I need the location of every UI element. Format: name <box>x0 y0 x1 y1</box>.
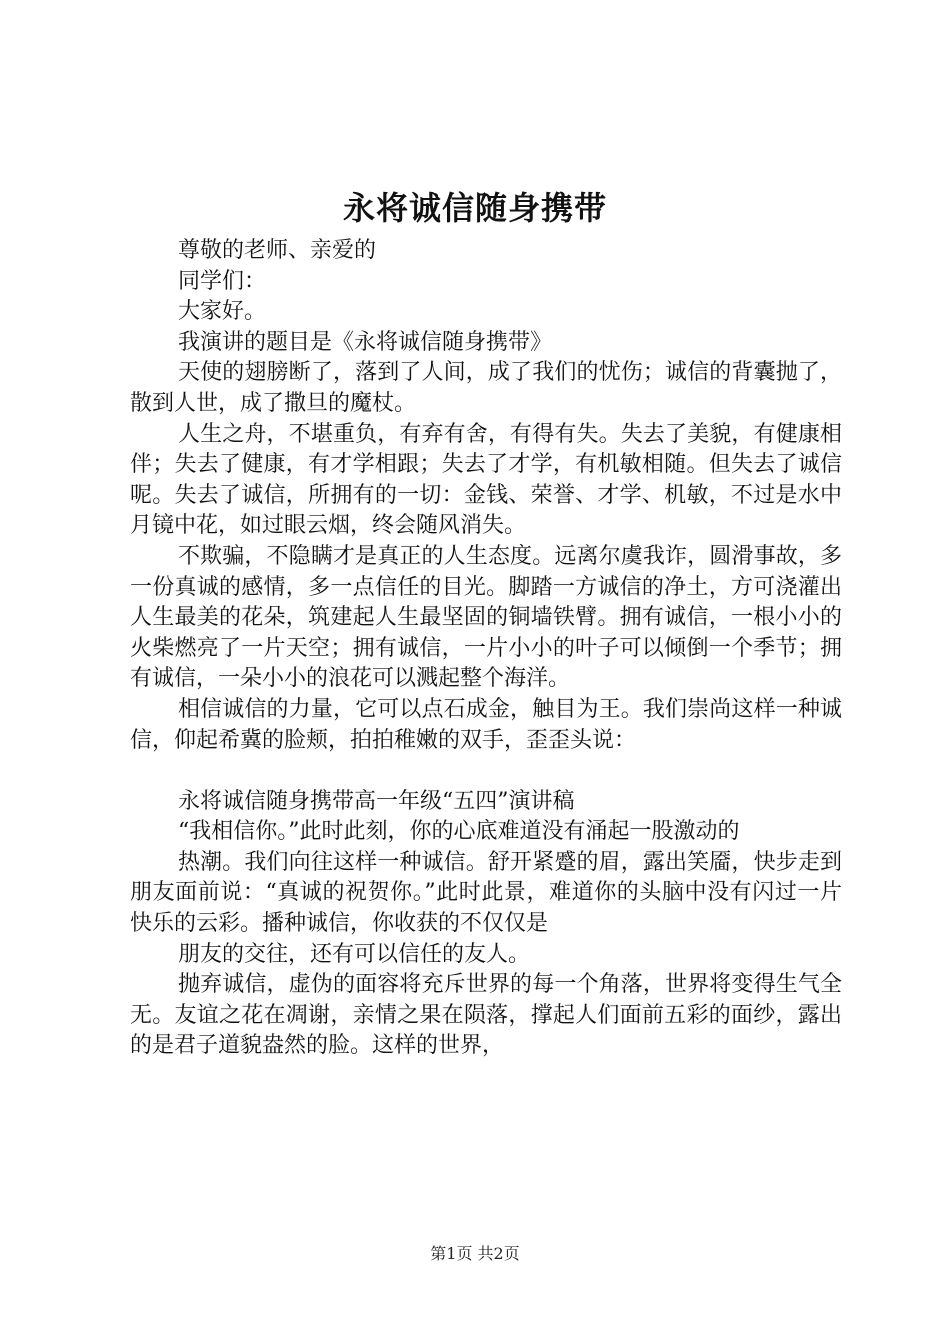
paragraph-abandon-honesty: 抛弃诚信，虚伪的面容将充斥世界的每一个角落，世界将变得生气全无。友谊之花在凋谢，亲情之果在陨落，撑起人们面前五彩的面纱，露出的是君子道貌盎然的脸。这样的世界， <box>130 972 842 1059</box>
paragraph-power-of-honesty: 相信诚信的力量，它可以点石成金，触目为王。我们崇尚这样一种诚信，仰起希冀的脸颊，拍拍稚嫩的双手，歪歪头说： <box>130 696 842 753</box>
paragraph-no-deception: 不欺骗，不隐瞒才是真正的人生态度。远离尔虞我诈，圆滑事故，多一份真诚的感情，多一点信任的目光。脚踏一方诚信的净土，方可浇灌出人生最美的花朵，筑建起人生最坚固的铜墙铁臂。拥有诚信，一根小小的火柴燃亮了一片天空；拥有诚信，一片小小的叶子可以倾倒一个季节；拥有诚信，一朵小小的浪花可以溅起整个海洋。 <box>130 543 842 692</box>
paragraph-life-boat: 人生之舟，不堪重负，有弃有舍，有得有失。失去了美貌，有健康相伴；失去了健康，有才学相跟；失去了才学，有机敏相随。但失去了诚信呢。失去了诚信，所拥有的一切：金钱、荣誉、才学、机敏，不过是水中月镜中花，如过眼云烟，终会随风消失。 <box>130 421 842 539</box>
document-title: 永将诚信随身携带 <box>342 189 607 227</box>
paragraph-greeting-1: 尊敬的老师、亲爱的 <box>178 238 377 263</box>
paragraph-friendship: 朋友的交往，还有可以信任的友人。 <box>178 941 531 967</box>
paragraph-greeting-3: 大家好。 <box>178 299 267 325</box>
page-footer: 第1页 共2页 <box>430 1244 520 1263</box>
paragraph-topic: 我演讲的题目是《永将诚信随身携带》 <box>178 329 553 355</box>
paragraph-passion: 热潮。我们向往这样一种诚信。舒开紧蹙的眉，露出笑靥，快步走到朋友面前说：“真诚的祝贺你。”此时此景，难道你的头脑中没有闪过一片快乐的云彩。播种诚信，你收获的不仅仅是 <box>130 849 842 937</box>
paragraph-i-trust-you: “我相信你。”此时此刻，你的心底难道没有涌起一股激动的 <box>178 819 740 845</box>
paragraph-angel-wings: 天使的翅膀断了，落到了人间，成了我们的忧伤；诚信的背囊抛了，散到人世，成了撒旦的魔杖。 <box>130 360 842 416</box>
paragraph-greeting-2: 同学们： <box>178 268 267 294</box>
document-body <box>130 236 842 1062</box>
paragraph-subtitle: 永将诚信随身携带高一年级“五四”演讲稿 <box>178 788 575 814</box>
